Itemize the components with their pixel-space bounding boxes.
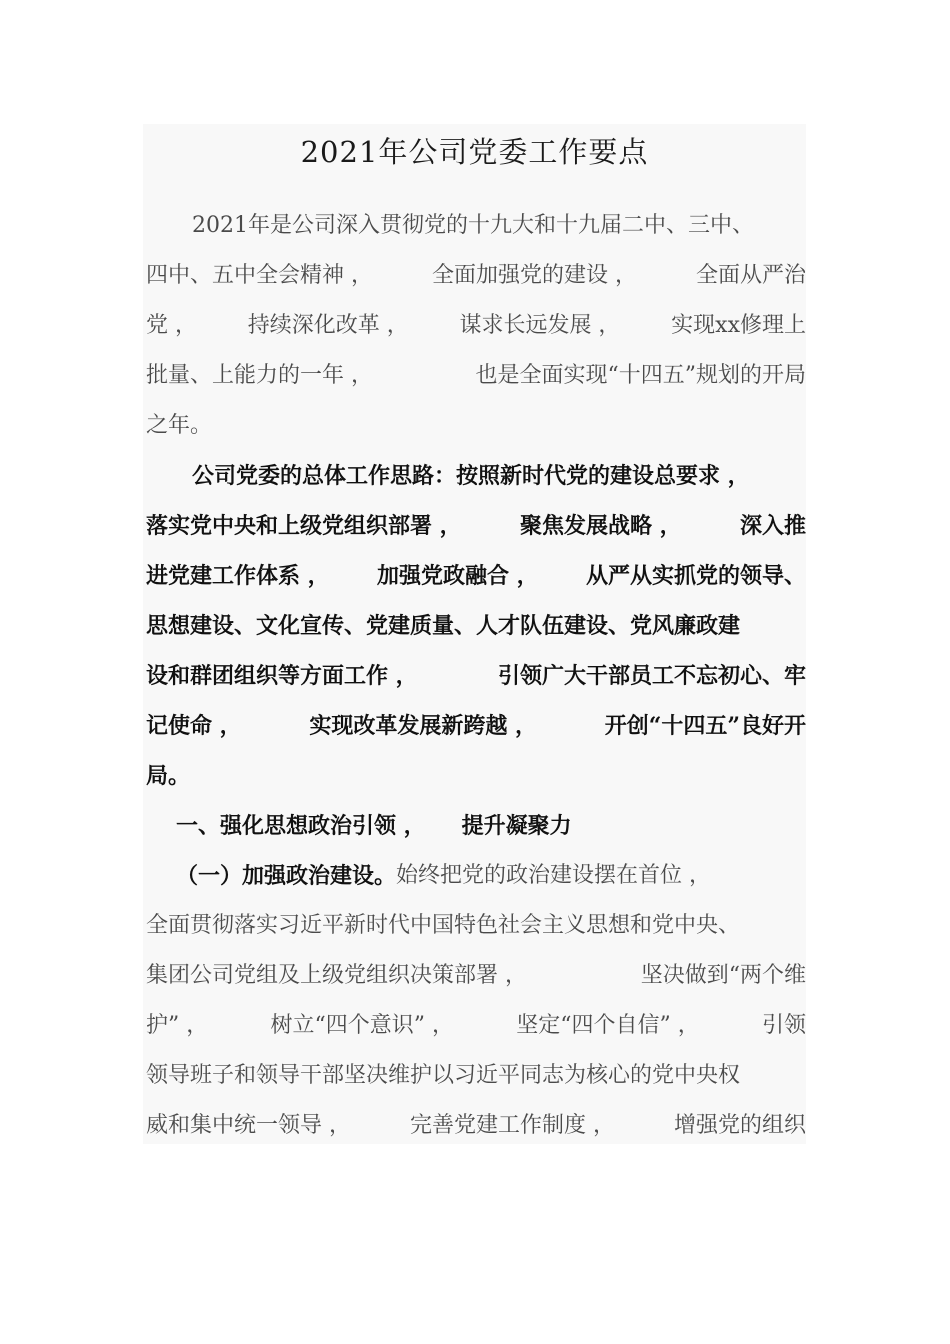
intro-text: 党 ， — [146, 313, 197, 338]
thinking-line-2 — [146, 506, 806, 546]
thinking-line-1 — [146, 456, 806, 496]
subsection-text: 领导班子和领导干部坚决维护以习近平同志为核心的党中央权 — [146, 1063, 741, 1088]
intro-text: 持续深化改革 ， — [247, 313, 409, 338]
thinking-text: 深入推 — [739, 513, 806, 539]
subsection-text: 全面贯彻落实习近平新时代中国特色社会主义思想和党中央、 — [146, 913, 741, 938]
subsection-text: 护” ， — [146, 1013, 209, 1038]
intro-text: 四中、五中全会精神 ， — [146, 263, 373, 288]
thinking-line-4 — [146, 606, 806, 646]
subsection-line-2 — [146, 906, 806, 946]
thinking-text: 局。 — [146, 763, 191, 789]
thinking-text: 进党建工作体系 ， — [146, 563, 330, 589]
document-title: 2021年公司党委工作要点 — [300, 135, 649, 169]
intro-line-1 — [146, 206, 806, 246]
subsection-text: 坚决做到“两个维 — [640, 963, 806, 988]
thinking-text: 记使命 ， — [146, 713, 242, 739]
subsection-text: 坚定“四个自信” ， — [516, 1013, 700, 1038]
thinking-text: 设和群团组织等方面工作 ， — [146, 663, 418, 689]
intro-line-5 — [146, 406, 806, 446]
thinking-text: 开创“十四五”良好开 — [604, 713, 806, 739]
section-heading — [146, 806, 806, 846]
thinking-text: 从严从实抓党的领导、 — [585, 563, 806, 589]
subsection-label: （一）加强政治建设。 — [176, 863, 397, 889]
thinking-text: 聚焦发展战略 ， — [519, 513, 682, 539]
subsection-line-1 — [146, 856, 806, 896]
document-page — [143, 124, 806, 1144]
subsection-text: 树立“四个意识” ， — [270, 1013, 454, 1038]
subsection-line-6 — [146, 1106, 806, 1144]
subsection-text: 始终把党的政治建设摆在首位 ， — [396, 863, 712, 888]
thinking-text: 加强党政融合 ， — [376, 563, 539, 589]
thinking-text: 实现改革发展新跨越 ， — [309, 713, 538, 739]
subsection-line-5 — [146, 1056, 806, 1096]
intro-line-2 — [146, 256, 806, 296]
thinking-line-5 — [146, 656, 806, 696]
section-heading-text: 一、强化思想政治引领 ， — [176, 813, 426, 839]
subsection-text: 引领 — [761, 1013, 806, 1038]
intro-text: 实现xx修理上 — [671, 313, 806, 338]
intro-line-3 — [146, 306, 806, 346]
intro-text: 全面从严治 — [695, 263, 806, 288]
intro-text: 之年。 — [146, 413, 213, 438]
intro-line-4 — [146, 356, 806, 396]
thinking-line-7 — [146, 756, 806, 796]
thinking-text: 引领广大干部员工不忘初心、牢 — [497, 663, 806, 689]
subsection-text: 完善党建工作制度 ， — [409, 1113, 615, 1138]
section-heading-text: 提升凝聚力 — [461, 813, 572, 839]
thinking-line-6 — [146, 706, 806, 746]
intro-text: 批量、上能力的一年 ， — [146, 363, 373, 388]
subsection-line-4 — [146, 1006, 806, 1046]
thinking-text: 公司党委的总体工作思路：按照新时代党的建设总要求 ， — [192, 463, 750, 489]
thinking-text: 落实党中央和上级党组织部署 ， — [146, 513, 462, 539]
intro-text: 2021年是公司深入贯彻党的十九大和十九届二中、三中、 — [192, 213, 754, 238]
intro-text: 也是全面实现“十四五”规划的开局 — [475, 363, 806, 388]
subsection-text: 增强党的组织 — [673, 1113, 806, 1138]
intro-text: 谋求长远发展 ， — [459, 313, 621, 338]
thinking-text: 思想建设、文化宣传、党建质量、人才队伍建设、党风廉政建 — [146, 613, 741, 639]
subsection-text: 集团公司党组及上级党组织决策部署 ， — [146, 963, 527, 988]
subsection-text: 威和集中统一领导 ， — [146, 1113, 351, 1138]
subsection-line-3 — [146, 956, 806, 996]
intro-text: 全面加强党的建设 ， — [431, 263, 637, 288]
thinking-line-3 — [146, 556, 806, 596]
